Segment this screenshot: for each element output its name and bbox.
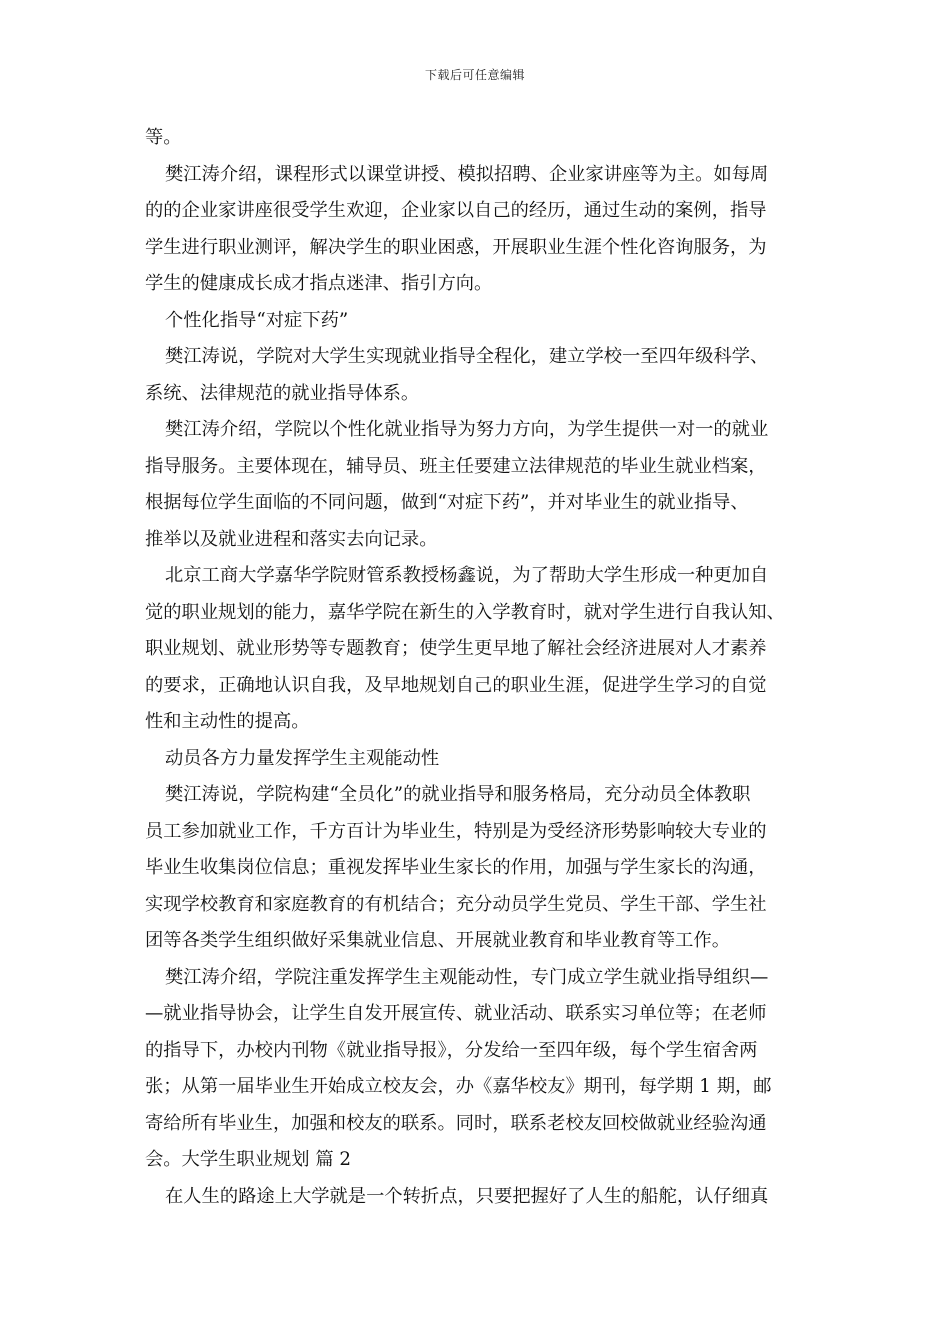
text-line: 推举以及就业进程和落实去向记录。 [145,528,438,550]
text-line: 团等各类学生组织做好采集就业信息、开展就业教育和毕业教育等工作。 [145,930,730,951]
text-line: 觉的职业规划的能力，嘉华学院在新生的入学教育时，就对学生进行自我认知、 [145,601,785,623]
text-line: 系统、法律规范的就业指导体系。 [145,382,420,404]
text-line: 学生的健康成长成才指点迷津、指引方向。 [145,273,493,294]
paragraph-start-line: 樊江涛介绍，课程形式以课堂讲授、模拟招聘、企业家讲座等为主。如每周 [165,163,769,185]
section-heading: 动员各方力量发挥学生主观能动性 [165,747,440,769]
text-line: 根据每位学生面临的不同问题，做到“对症下药”，并对毕业生的就业指导、 [145,492,749,513]
paragraph-start-line: 樊江涛介绍，学院以个性化就业指导为努力方向，为学生提供一对一的就业 [165,419,769,440]
text-line: 指导服务。主要体现在，辅导员、班主任要建立法律规范的毕业生就业档案， [145,455,767,477]
text-line: 性和主动性的提高。 [145,711,310,732]
text-line: 实现学校教育和家庭教育的有机结合；充分动员学生党员、学生干部、学生社 [145,893,767,915]
text-line: 的的企业家讲座很受学生欢迎，企业家以自己的经历，通过生动的案例，指导 [145,200,767,221]
section-heading: 个性化指导“对症下药” [165,309,349,331]
text-line: 张；从第一届毕业生开始成立校友会，办《嘉华校友》期刊，每学期 1 期，邮 [145,1076,772,1097]
paragraph-start-line: 樊江涛说，学院对大学生实现就业指导全程化，建立学校一至四年级科学、 [165,346,769,367]
paragraph-start-line: 北京工商大学嘉华学院财管系教授杨鑫说，为了帮助大学生形成一种更加自 [165,565,769,586]
text-line: 毕业生收集岗位信息；重视发挥毕业生家长的作用，加强与学生家长的沟通， [145,857,767,878]
paragraph-start-line: 樊江涛介绍，学院注重发挥学生主观能动性，专门成立学生就业指导组织— [165,966,769,988]
text-line: 会。大学生职业规划 篇 2 [145,1149,352,1170]
text-line: 等。 [145,127,182,148]
text-line: 学生进行职业测评，解决学生的职业困惑，开展职业生涯个性化咨询服务，为 [145,236,767,258]
document-body [145,120,810,1215]
page-header: 下载后可任意编辑 [424,68,525,82]
text-line: 的要求，正确地认识自我，及早地规划自己的职业生涯，促进学生学习的自觉 [145,674,767,696]
text-line: 的指导下，办校内刊物《就业指导报》，分发给一至四年级，每个学生宿舍两 [145,1039,758,1061]
text-line: 职业规划、就业形势等专题教育；使学生更早地了解社会经济进展对人才素养 [145,638,767,659]
paragraph-start-line: 在人生的路途上大学就是一个转折点，只要把握好了人生的船舵，认仔细真 [165,1185,769,1207]
paragraph-start-line: 樊江涛说，学院构建“全员化”的就业指导和服务格局，充分动员全体教职 [165,784,751,805]
text-line: 员工参加就业工作，千方百计为毕业生，特别是为受经济形势影响较大专业的 [145,820,767,842]
text-line: 寄给所有毕业生，加强和校友的联系。同时，联系老校友回校做就业经验沟通 [145,1112,767,1134]
text-line: —就业指导协会，让学生自发开展宣传、就业活动、联系实习单位等；在老师 [145,1003,767,1024]
